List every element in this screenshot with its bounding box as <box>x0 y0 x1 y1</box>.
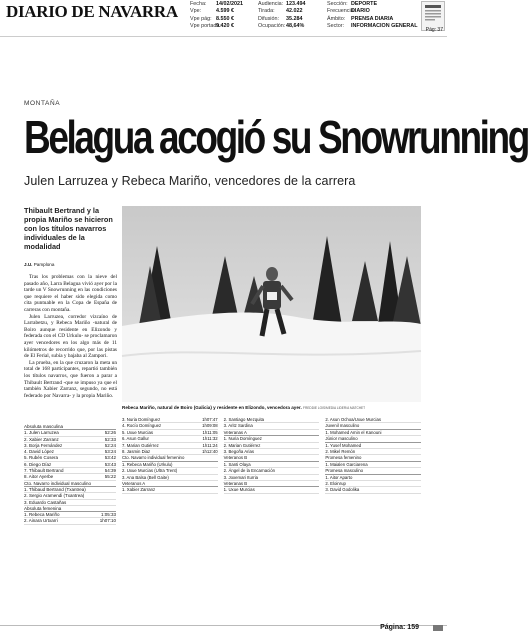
result-name: 1. Julen Larruzea <box>24 430 59 436</box>
result-name: 1. Uxue Murcias <box>223 487 255 493</box>
result-name: 3. Nuria Domínguez <box>122 417 161 422</box>
result-time: 52:24 <box>104 442 116 448</box>
result-name: 7. Marian Gutiérrez <box>122 442 159 448</box>
results-columns <box>122 417 421 494</box>
result-time: 1h11:05 <box>202 429 218 435</box>
result-name: 3. Borja Fernández <box>24 442 63 448</box>
result-name: 3. David Godolika <box>325 487 360 493</box>
result-name: 6. Diego Díaz <box>24 461 52 467</box>
result-time: 54:39 <box>104 468 116 474</box>
result-name: 3. Ana Balsa (Bell Gaite) <box>122 474 169 480</box>
result-time: 52:26 <box>104 430 116 436</box>
lead-paragraph: Thibault Bertrand y la propia Mariño se hicieron con los títulos navarros individuales de la modalidad <box>24 206 113 251</box>
footer-marker <box>433 625 443 631</box>
result-row <box>325 487 421 493</box>
result-name: Veteranas B <box>223 481 248 487</box>
result-name: 4. David López <box>24 449 55 455</box>
result-time: 53:43 <box>104 461 116 467</box>
result-time: 1h07:10 <box>99 518 116 524</box>
result-name: Cto. Navarro individual masculino <box>24 480 92 486</box>
page-number: Página: 159 <box>380 624 419 631</box>
result-name: 2. Marian Gutiérrez <box>223 442 261 448</box>
result-name: 1. Maialen Garciarena <box>325 461 368 467</box>
results-column <box>122 417 218 494</box>
result-name: 2. Ángel de la Encarnación <box>223 468 276 474</box>
result-name: 2. Santiago Mezquita <box>223 417 265 422</box>
result-name: 2. Sergio Aramendi (Txantrea) <box>24 493 85 499</box>
result-name: 3. Eduardo Castañas <box>24 499 67 505</box>
body-paragraph: Tras los problemas con la nieve del pasado año, Larra Belagua vivió ayer por la tarde un V Snowrunning en las condiciones que requiere el haber sido elegida como cita puntuable en la Copa de España de carreras con montaña. <box>24 274 117 313</box>
result-name: 1. Yusef Mohamed <box>325 442 362 448</box>
result-row <box>24 518 116 524</box>
result-name: 3. Aritz Sardina <box>223 423 253 429</box>
result-name: 1. Aitor Aparto <box>325 474 353 480</box>
result-name: 7. Thibault Bertrand <box>24 468 64 474</box>
result-name: 2. Uxue Murcias (Ultra Trent) <box>122 468 178 474</box>
section-label: MONTAÑA <box>24 100 61 107</box>
meta-column-2: Audiencia: 123.494 Tirada: 42.022 Difusión: 35.284 Ocupación:48,64% <box>258 1 306 30</box>
results-column <box>224 417 320 494</box>
result-name: Júnior masculino <box>325 436 358 442</box>
result-row <box>122 487 218 493</box>
clipping-header <box>0 0 447 37</box>
result-time: 1h07:47 <box>202 417 218 422</box>
photo-caption: Rebeca Mariño, natural de Boiro (Galicia) y residente en Elizondo, vencedora ayer. FREDDIE LOIS/MEDIA LIDER/A MATCHET <box>122 405 366 410</box>
result-name: 6. Asun Gallur <box>122 436 149 442</box>
results-table-left <box>24 424 116 525</box>
result-name: Cto. Navarro individual femenino <box>122 455 185 461</box>
result-name: 1. Xabier Zarranz <box>122 487 156 493</box>
result-time: 1h11:24 <box>202 442 218 448</box>
result-time: 1h09:08 <box>202 423 218 429</box>
result-name: Juvenil masculino <box>325 423 360 429</box>
result-time: 1h11:32 <box>202 436 218 442</box>
article-body <box>24 274 117 399</box>
result-name: 1. Santi Olaya <box>223 461 251 467</box>
page-number-small: Pág: 37 <box>425 27 443 33</box>
result-name: 3. Joxemari Iturria <box>223 474 259 480</box>
result-name: 2. Ainara Urtxarri <box>24 518 58 524</box>
result-time: 53:42 <box>104 455 116 461</box>
result-time: 1h12:40 <box>202 449 218 455</box>
result-name: 2. Mikel Remón <box>325 449 356 455</box>
result-name: 5. Rubén Cosera <box>24 455 59 461</box>
result-name: 2. Asun Ochoa/Uxue Murcias <box>325 417 381 422</box>
result-name: 5. Uxue Murcias <box>122 429 154 435</box>
subtitle: Julen Larruzea y Rebeca Mariño, vencedores de la carrera <box>24 174 356 188</box>
result-name: 4. Rocío Domínguez <box>122 423 162 429</box>
body-paragraph: Julen Larruzea, corredor vizcaíno de Larrabetzu, y Rebeca Mariño -natural de Boiro aunque residente en Elizondo y federada con el CD Urkulu- se proclamaron ayer vencedores en los algo más de 11 kilómetros de recorrido que, por las pistas de El Ferial, subía y bajaba al Zampori. <box>24 313 117 360</box>
byline: J.U. Pamplona <box>24 262 55 267</box>
result-name: Veteranas A <box>223 429 247 435</box>
runner-photo <box>122 206 421 402</box>
result-time: 55:22 <box>104 474 116 480</box>
result-name: 1. Thibaud Bertrand (Txantrea) <box>24 486 86 492</box>
result-name: Absoluta masculina <box>24 424 64 429</box>
result-time: 53:24 <box>104 449 116 455</box>
result-time: 52:33 <box>104 436 116 442</box>
headline: Belagua acogió su Snowrunning <box>24 111 528 163</box>
result-row <box>224 487 320 493</box>
result-name: 1. Nuria Domínguez <box>223 436 262 442</box>
meta-column-3: Sección: DEPORTE Frecuencia:DIARIO Ámbito: PRENSA DIARIA Sector: INFORMACION GENERAL <box>327 1 418 30</box>
result-name: 2. Eloinrup <box>325 481 346 487</box>
result-name: 8. Jasmin Diaz <box>122 449 151 455</box>
result-name: 1. Rebeca Mariño <box>24 512 60 518</box>
result-name: 3. Begoña Arias <box>223 449 255 455</box>
result-name: Veteranos B <box>223 455 248 461</box>
publication-name: DIARIO DE NAVARRA <box>6 2 178 21</box>
meta-column-1: Fecha: 14/02/2021 Vpe: 4.599 € Vpe pág: 8.550 € Vpe portada:9.420 € <box>190 1 243 30</box>
results-column <box>325 417 421 494</box>
result-time: 1:05:33 <box>100 512 116 518</box>
photo-credit: FREDDIE LOIS/MEDIA LIDER/A MATCHET <box>303 406 366 410</box>
body-paragraph: La prueba, en la que cruzaron la meta un total de 168 participantes, repartió también los títulos navarros, que fueron a parar a Thibault Bertrand -que se impuso ya que el también Xabier Zarranz, segundo, no está federado por Navarra- y la propia Mariño. <box>24 359 117 399</box>
result-name: 2. Xabier Zarranz <box>24 436 59 442</box>
result-name: 1. Rebeca Mariño (Urkulu) <box>122 461 173 467</box>
result-name: Promesa masculino <box>325 468 364 474</box>
result-name: Veteranos A <box>122 481 146 487</box>
result-name: 8. Aitor Ayerbe <box>24 474 54 480</box>
result-name: Promesa femenino <box>325 455 362 461</box>
result-name: Absoluta femenina <box>24 505 62 511</box>
result-name: 1. Mohamed Amin el Kanouni <box>325 429 382 435</box>
